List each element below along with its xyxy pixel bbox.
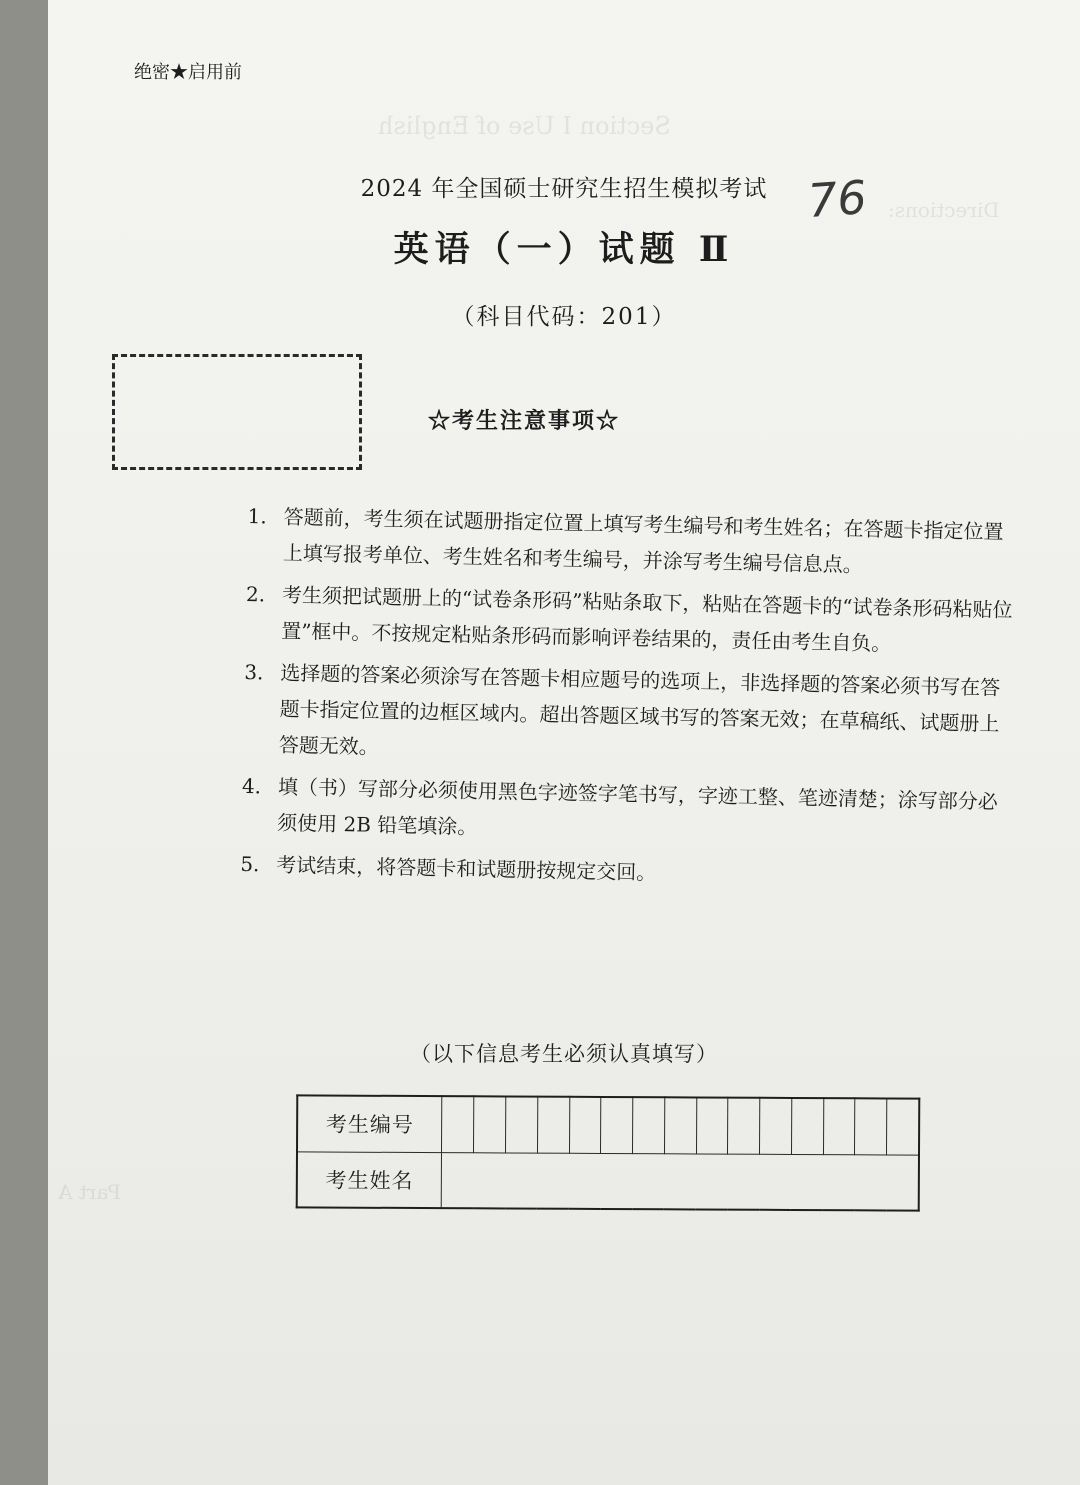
candidate-id-label: 考生编号 [297,1095,442,1152]
note-text: 答题前，考生须在试题册指定位置上填写考生编号和考生姓名；在答题卡指定位置上填写报考单位、考生姓名和考生编号，并涂写考生编号信息点。 [282,504,1004,577]
confidential-label: 绝密★启用前 [134,62,242,83]
id-digit-cell[interactable] [601,1097,633,1153]
id-digit-cell[interactable] [633,1097,665,1153]
candidate-name-row [297,1151,919,1210]
note-number: 3. [244,659,264,685]
id-digit-cell[interactable] [791,1098,823,1154]
candidate-name-label: 考生姓名 [297,1151,442,1208]
note-item [246,498,1017,586]
note-number: 1. [247,503,267,529]
notes-title: ☆考生注意事项☆ [428,408,621,434]
note-item [241,768,1012,856]
id-digit-cell[interactable] [760,1098,792,1154]
id-digit-cell[interactable] [696,1097,728,1153]
show-through-section-heading: Section I Use of English [378,112,671,140]
id-digit-cell[interactable] [823,1098,855,1154]
id-digit-cell[interactable] [728,1098,760,1154]
id-digit-cell[interactable] [887,1098,920,1154]
id-digit-cell[interactable] [474,1096,506,1152]
id-digit-cell[interactable] [664,1097,696,1153]
show-through-part-a: Part A [58,1180,121,1204]
note-item [240,846,1011,898]
id-digit-cell[interactable] [537,1097,569,1153]
candidate-id-row [297,1095,919,1154]
candidate-name-field[interactable] [442,1152,919,1210]
id-digit-cell[interactable] [855,1098,887,1154]
exam-sheet [48,0,1080,1485]
note-item [242,654,1014,778]
note-number: 4. [241,773,262,799]
show-through-directions: Directions: [888,198,1000,222]
note-text: 填（书）写部分必须使用黑色字迹签字笔书写，字迹工整、笔迹清楚；涂写部分必须使用 2B 铅笔填涂。 [276,774,999,839]
fill-instruction: （以下信息考生必须认真填写） [410,1042,718,1066]
note-item [245,576,1016,664]
note-number: 5. [240,851,260,877]
barcode-placement-box [112,354,362,470]
exam-title: 2024 年全国硕士研究生招生模拟考试 [360,176,768,202]
note-text: 考生须把试题册上的“试卷条形码”粘贴条取下，粘贴在答题卡的“试卷条形码粘贴位置”框中。不按规定粘贴条形码而影响评卷结果的，责任由考生自负。 [280,582,1013,656]
handwritten-score: 76 [806,170,869,228]
notes-list [240,498,1018,904]
note-number: 2. [245,581,266,607]
candidate-info-table [296,1094,921,1211]
note-text: 选择题的答案必须涂写在答题卡相应题号的选项上，非选择题的答案必须书写在答题卡指定位置的边框区域内。超出答题区域书写的答案无效；在草稿纸、试题册上答题无效。 [278,660,1001,759]
subject-title: 英语（一）试题 Ⅱ [393,229,735,270]
subject-code: （科目代码：201） [451,304,677,330]
note-text: 考试结束，将答题卡和试题册按规定交回。 [276,852,657,885]
id-digit-cell[interactable] [442,1096,474,1152]
id-digit-cell[interactable] [569,1097,601,1153]
id-digit-cell[interactable] [506,1096,538,1152]
